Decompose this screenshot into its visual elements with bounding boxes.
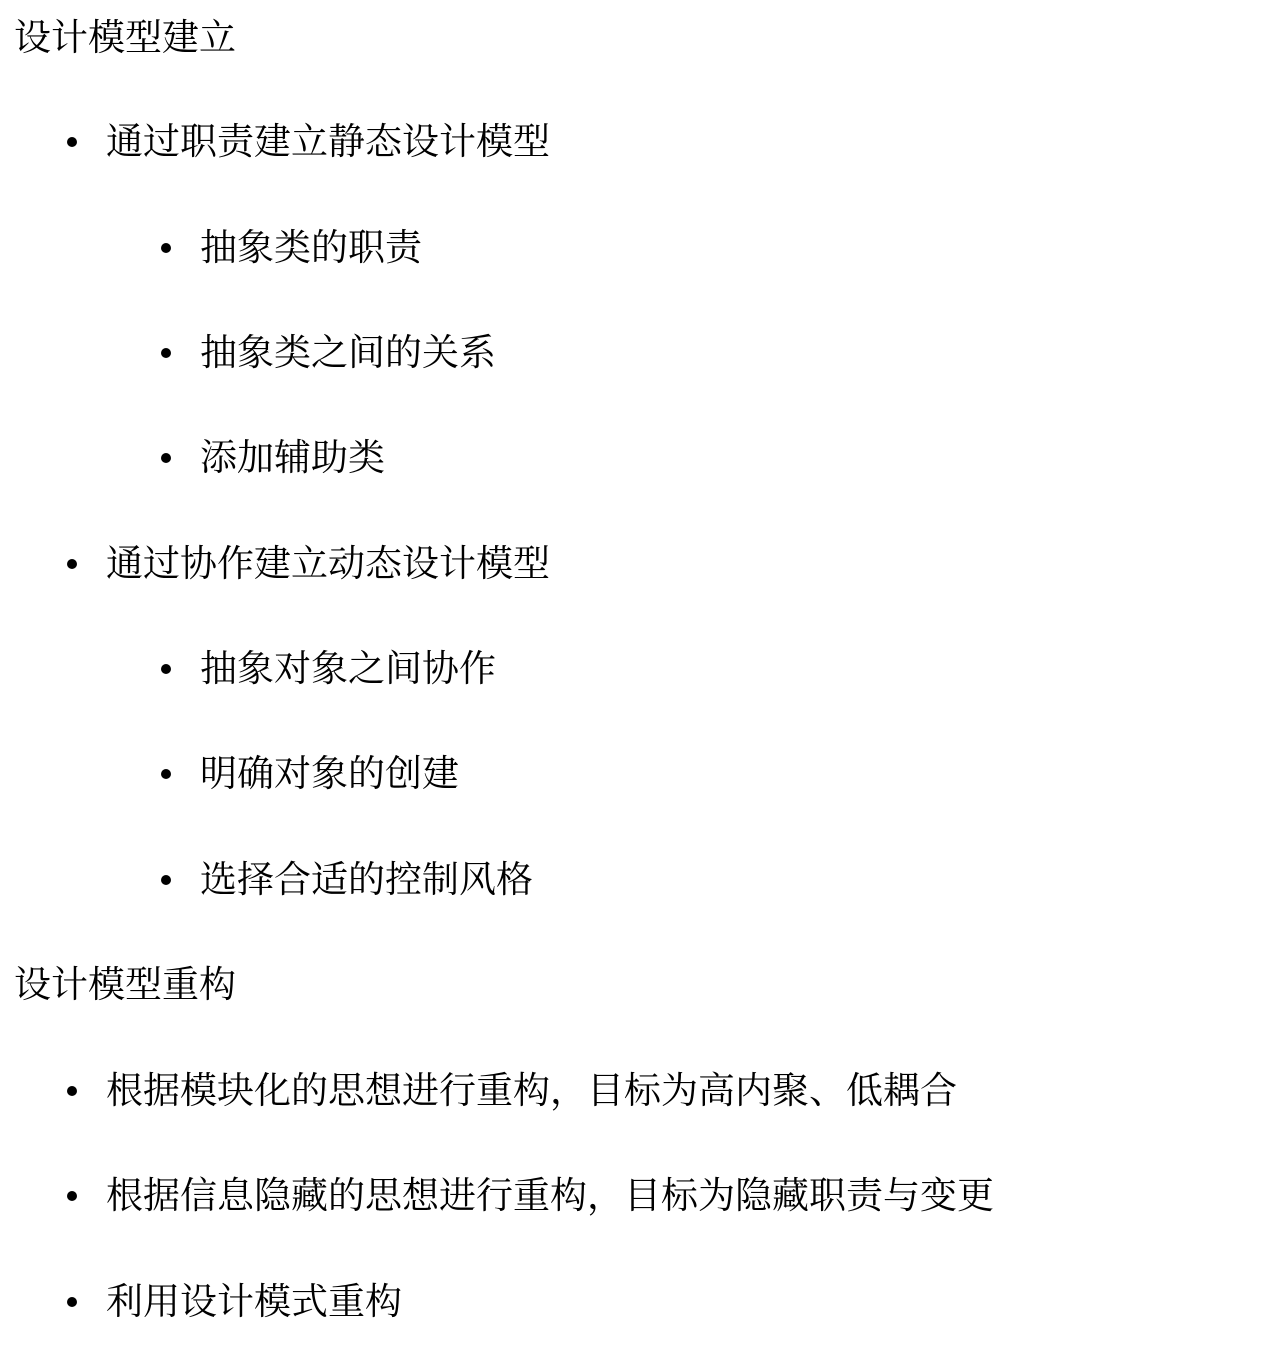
sub-list-item-text: 抽象类之间的关系 xyxy=(200,331,496,374)
list-item-text: 根据信息隐藏的思想进行重构，目标为隐藏职责与变更 xyxy=(106,1174,994,1217)
section-heading-design-model-refactoring xyxy=(14,959,236,1011)
bullet-icon xyxy=(161,769,171,779)
list-item-text: 通过职责建立静态设计模型 xyxy=(106,120,550,163)
section-heading-text: 设计模型建立 xyxy=(14,16,236,59)
bullet-icon xyxy=(161,664,171,674)
sub-list-item-helper-classes xyxy=(200,432,385,484)
sub-list-item-text: 添加辅助类 xyxy=(200,436,385,479)
bullet-icon xyxy=(161,348,171,358)
list-item-text: 通过协作建立动态设计模型 xyxy=(106,542,550,585)
sub-list-item-object-creation xyxy=(200,748,459,800)
section-heading-design-model-building xyxy=(14,12,236,64)
sub-list-item-text: 选择合适的控制风格 xyxy=(200,858,533,901)
bullet-icon xyxy=(161,875,171,885)
list-item-design-pattern-refactoring xyxy=(106,1276,402,1328)
bullet-icon xyxy=(161,453,171,463)
sub-list-item-text: 明确对象的创建 xyxy=(200,752,459,795)
sub-list-item-abstract-class-relations xyxy=(200,327,496,379)
list-item-text: 根据模块化的思想进行重构，目标为高内聚、低耦合 xyxy=(106,1069,957,1112)
list-item-modular-refactoring xyxy=(106,1065,957,1117)
bullet-icon xyxy=(67,1086,77,1096)
bullet-icon xyxy=(67,137,77,147)
list-item-information-hiding-refactoring xyxy=(106,1170,994,1222)
list-item-text: 利用设计模式重构 xyxy=(106,1280,402,1323)
sub-list-item-text: 抽象对象之间协作 xyxy=(200,647,496,690)
bullet-icon xyxy=(67,1191,77,1201)
bullet-icon xyxy=(161,243,171,253)
sub-list-item-control-style xyxy=(200,854,533,906)
list-item-static-design-model xyxy=(106,116,550,168)
sub-list-item-text: 抽象类的职责 xyxy=(200,226,422,269)
bullet-icon xyxy=(67,1297,77,1307)
list-item-dynamic-design-model xyxy=(106,538,550,590)
bullet-icon xyxy=(67,559,77,569)
section-heading-text: 设计模型重构 xyxy=(14,963,236,1006)
sub-list-item-object-collaboration xyxy=(200,643,496,695)
sub-list-item-abstract-class-responsibilities xyxy=(200,222,422,274)
